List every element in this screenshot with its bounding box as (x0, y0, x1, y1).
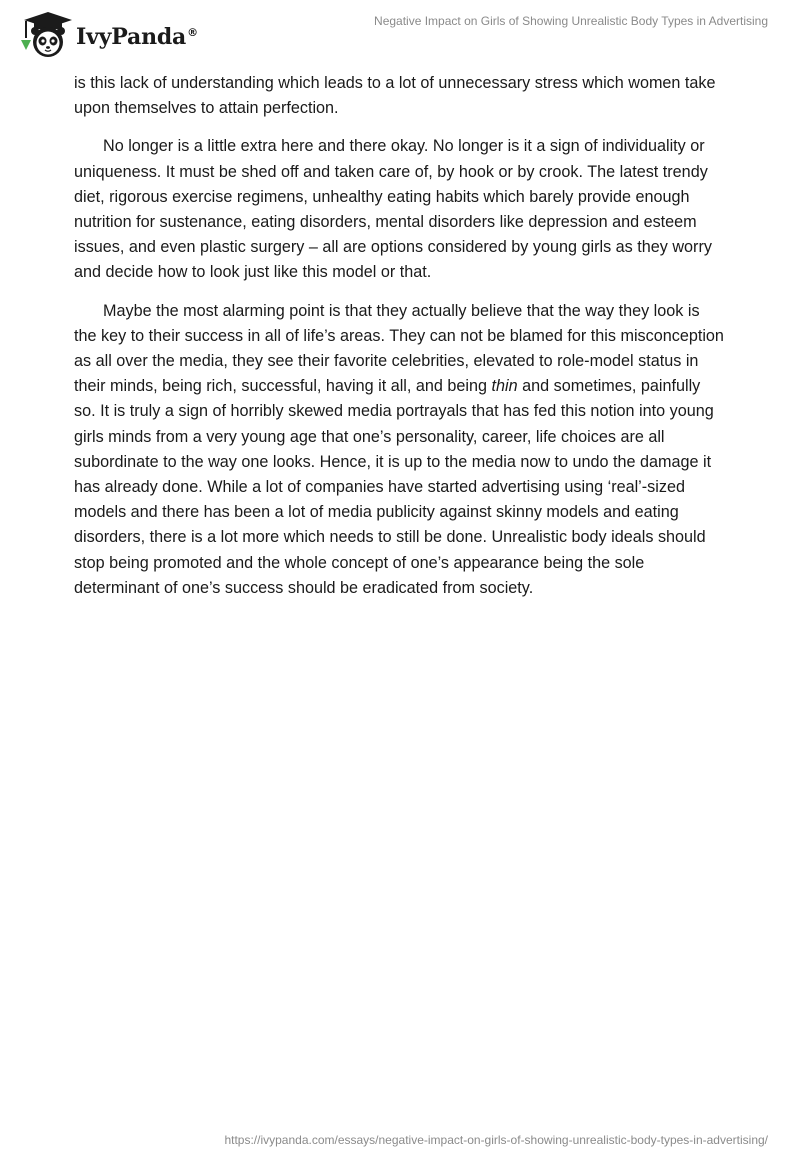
page-header (0, 0, 800, 70)
panda-logo-icon (14, 10, 72, 60)
essay-body (74, 71, 726, 614)
source-url[interactable]: https://ivypanda.com/essays/negative-impact-on-girls-of-showing-unrealistic-body-types-in-advertising/ (224, 1133, 768, 1147)
essay-paragraph: No longer is a little extra here and there okay. No longer is it a sign of individuality or uniqueness. It must be shed off and taken care of, by hook or by crook. The latest trendy diet, rigorous exercise regimens, unhealthy eating habits which barely provide enough nutrition for sustenance, eating disorders, mental disorders like depression and esteem issues, and even plastic surgery – all are options considered by young girls as they worry and decide how to look just like this model or that. (74, 137, 712, 282)
essay-paragraph: is this lack of understanding which leads to a lot of unnecessary stress which women take upon themselves to attain perfection. (74, 74, 716, 118)
emphasized-word: thin (491, 377, 518, 396)
document-title: Negative Impact on Girls of Showing Unrealistic Body Types in Advertising (374, 14, 768, 28)
ivypanda-logo[interactable] (14, 10, 198, 60)
brand-name: IvyPanda® (76, 24, 198, 50)
essay-paragraph (74, 299, 726, 601)
registered-mark: ® (187, 25, 198, 39)
paragraph-text: and sometimes, painfully so. It is truly a sign of horribly skewed media portrayals that has fed this notion into young girls minds from a very young age that one’s personality, career, life choices are all subordinate to the way one looks. Hence, it is up to the media now to undo the damage it has already done. While a lot of companies have started advertising using ‘real’-sized models and there has been a lot of media publicity against skinny models and eating disorders, there is a lot more which needs to still be done. Unrealistic body ideals should stop being promoted and the whole concept of one’s appearance being the sole determinant of one’s success should be eradicated from society. (74, 377, 714, 597)
paragraph-text: Maybe the most alarming point is that they actually believe that the way they look is the key to their success in all of life’s areas. They can not be blamed for this misconception as all over the media, they see their favorite celebrities, elevated to role-model status in their minds, being rich, successful, having it all, and being (74, 301, 724, 396)
